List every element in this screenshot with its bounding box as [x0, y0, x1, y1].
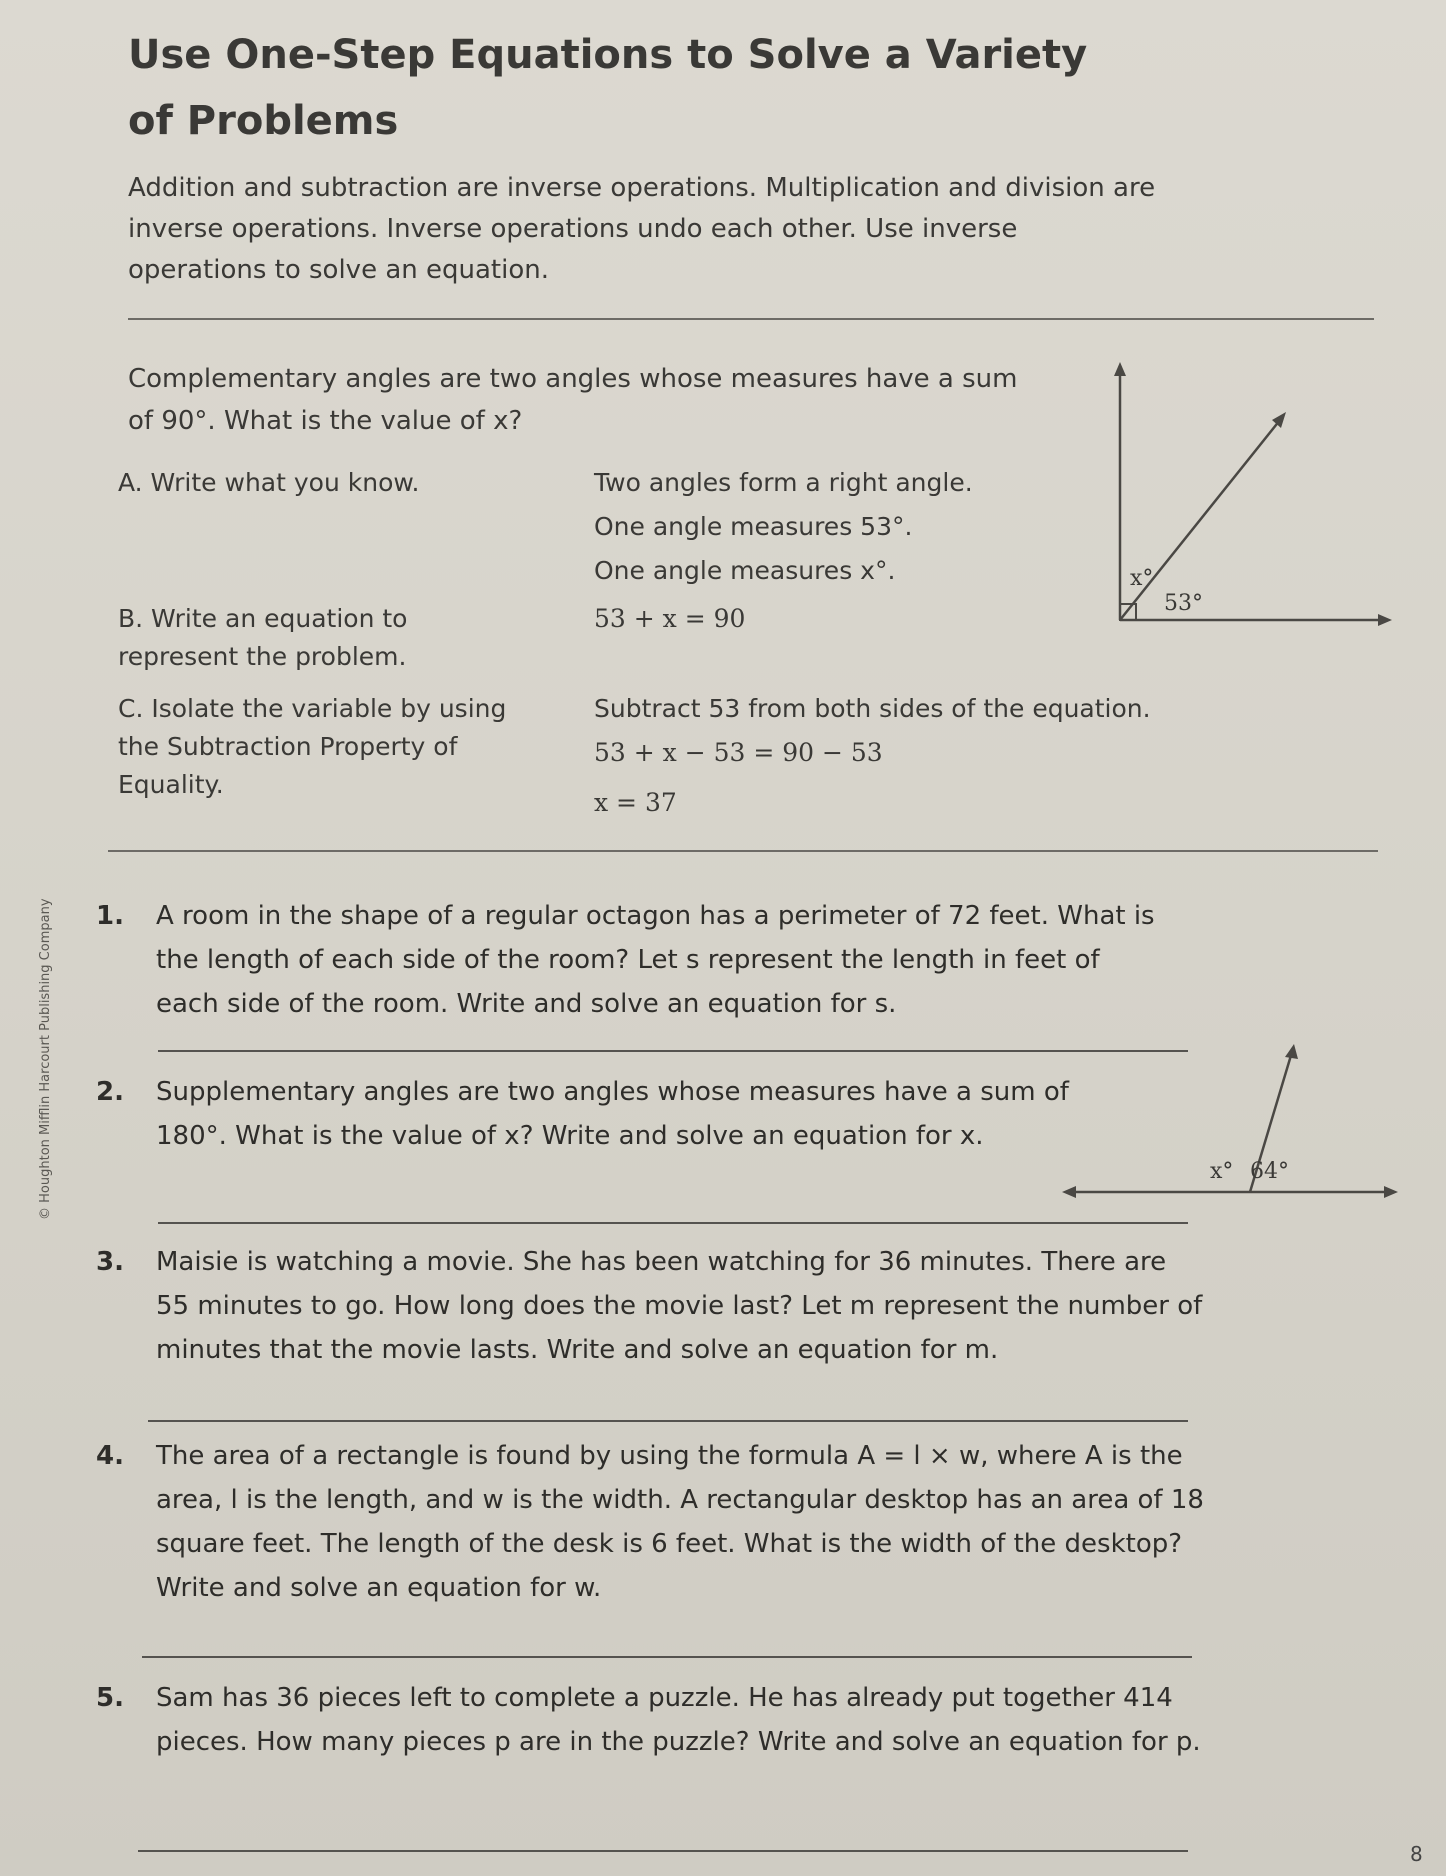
problem-4-number: 4. — [96, 1441, 124, 1471]
problem-3-number: 3. — [96, 1247, 124, 1277]
diagram1-label-x: x° — [1130, 566, 1154, 591]
step-c-equation-1: 53 + x − 53 = 90 − 53 — [594, 738, 883, 767]
problem-5 — [96, 1676, 1206, 1764]
problem-5-text: Sam has 36 pieces left to complete a puzzle. He has already put together 414 pieces. How many pieces p are in the puzzle? Write and solve an equation for p. — [156, 1683, 1201, 1757]
step-a-label: A. Write what you know. — [118, 468, 420, 497]
problem-1-number: 1. — [96, 901, 124, 931]
problem-4-text: The area of a rectangle is found by using the formula A = l × w, where A is the area, l is the length, and w is the width. A rectangular desktop has an area of 18 square feet. The length of the desk is 6 feet. What is the width of the desktop? Write and solve an equation for w. — [156, 1441, 1204, 1603]
answer-line-4[interactable] — [142, 1656, 1192, 1658]
step-c-text: Subtract 53 from both sides of the equation. — [594, 694, 1151, 723]
step-a-line-3: One angle measures x°. — [594, 556, 896, 585]
step-a-line-2: One angle measures 53°. — [594, 512, 913, 541]
answer-line-5[interactable] — [138, 1850, 1188, 1852]
section-divider-bottom — [108, 850, 1378, 852]
problem-1 — [96, 894, 1156, 1026]
diagram2-label-x: x° — [1210, 1159, 1234, 1184]
diagram1-label-53: 53° — [1164, 591, 1203, 616]
step-b-label: B. Write an equation to represent the problem. — [118, 604, 408, 671]
complementary-angle-diagram — [1100, 360, 1400, 640]
problem-2 — [96, 1070, 1086, 1158]
problem-4 — [96, 1434, 1206, 1610]
intro-paragraph: Addition and subtraction are inverse operations. Multiplication and division are inverse operations. Inverse operations undo each other. Use inverse operations to solve an equation. — [128, 173, 1156, 285]
answer-line-3[interactable] — [148, 1420, 1188, 1422]
answer-line-2[interactable] — [158, 1222, 1188, 1224]
section-divider-top — [128, 318, 1374, 320]
step-c-equation-2: x = 37 — [594, 788, 677, 817]
diagram2-label-64: 64° — [1250, 1159, 1289, 1184]
example-prompt: Complementary angles are two angles whose measures have a sum of 90°. What is the value of x? — [128, 364, 1018, 436]
problem-2-text: Supplementary angles are two angles whose measures have a sum of 180°. What is the value of x? Write and solve an equation for x. — [156, 1077, 1069, 1151]
copyright-credit: © Houghton Mifflin Harcourt Publishing Company — [38, 898, 53, 1220]
step-a-line-1: Two angles form a right angle. — [594, 468, 973, 497]
problem-3 — [96, 1240, 1206, 1372]
problem-2-number: 2. — [96, 1077, 124, 1107]
page-title: Use One-Step Equations to Solve a Variety of Problems — [128, 32, 1088, 144]
step-c-label: C. Isolate the variable by using the Subtraction Property of Equality. — [118, 694, 507, 799]
supplementary-angle-diagram — [1060, 1040, 1400, 1210]
problem-5-number: 5. — [96, 1683, 124, 1713]
page-number: 8 — [1410, 1842, 1423, 1866]
problem-3-text: Maisie is watching a movie. She has been watching for 36 minutes. There are 55 minutes to go. How long does the movie last? Let m represent the number of minutes that the movie lasts. Write and solve an equation for m. — [156, 1247, 1203, 1365]
problem-1-text: A room in the shape of a regular octagon has a perimeter of 72 feet. What is the length of each side of the room? Let s represent the length in feet of each side of the room. Write and solve an equation for s. — [156, 901, 1155, 1019]
answer-line-1[interactable] — [158, 1050, 1188, 1052]
step-b-equation: 53 + x = 90 — [594, 604, 746, 633]
